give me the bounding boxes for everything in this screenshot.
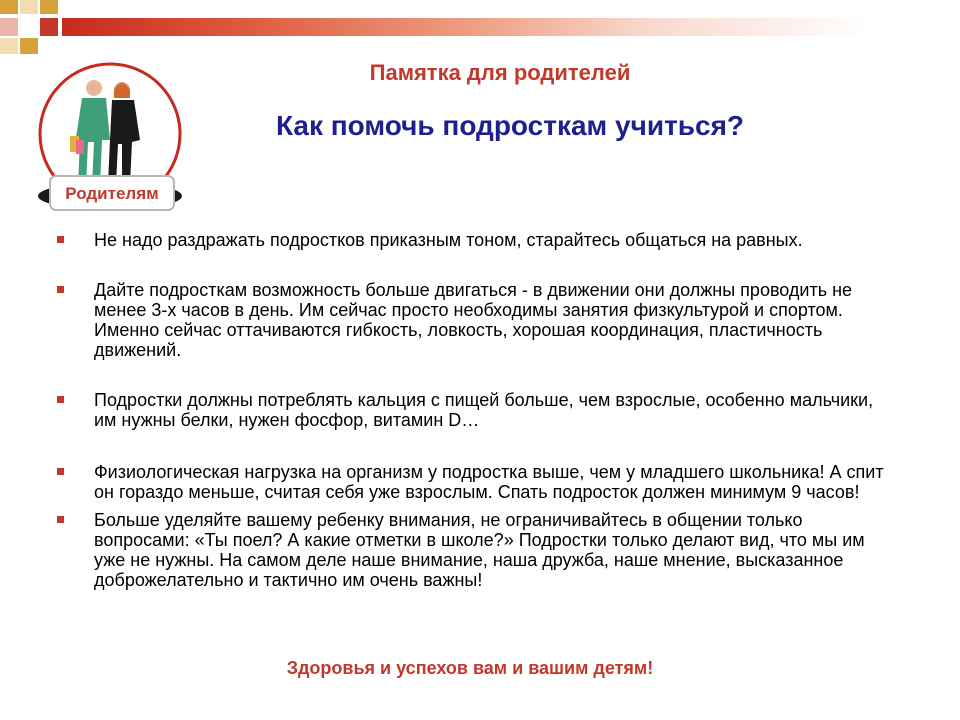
memo-title: Памятка для родителей — [369, 60, 631, 85]
list-item — [54, 510, 884, 590]
bullet-square-icon — [57, 396, 64, 403]
list-item — [54, 390, 884, 430]
decor-square — [0, 18, 18, 36]
decor-square — [20, 0, 38, 14]
shopping-bag-icon — [76, 140, 84, 154]
list-item-text: Дайте подросткам возможность больше двигаться - в движении они должны проводить не менее 3-х часов в день. Им сейчас просто необходимы занятия физкультурой и спортом. Именно сейчас оттачиваются гибкость, ловкость, хорошая координация, пластичность движений. — [94, 280, 853, 360]
list-item — [54, 280, 884, 360]
header-gradient-bar — [62, 18, 960, 36]
list-item-text: Подростки должны потреблять кальция с пищей больше, чем взрослые, особенно мальчики, им нужны белки, нужен фосфор, витамин D… — [94, 390, 874, 430]
decor-square — [40, 0, 58, 14]
bullet-square-icon — [57, 236, 64, 243]
decor-square — [40, 18, 58, 36]
list-item-text: Не надо раздражать подростков приказным тоном, старайтесь общаться на равных. — [94, 230, 803, 250]
bullet-square-icon — [57, 468, 64, 475]
decor-square — [0, 38, 18, 54]
logo-label: Родителям — [65, 184, 159, 203]
decor-square — [20, 38, 38, 54]
list-item-text: Больше уделяйте вашему ребенку внимания, не ограничивайтесь в общении только вопросами: «Ты поел? А какие отметки в школе?» Подростки только делают вид, что мы им уже не нужны. На самом деле наше внимание, наша дружба, наше мнение, высказанное доброжелательно и тактично им очень важны! — [94, 510, 865, 590]
decor-square — [0, 0, 18, 14]
advice-list — [54, 230, 884, 590]
closing-wish: Здоровья и успехов вам и вашим детям! — [286, 658, 654, 678]
decor-square — [20, 18, 38, 36]
bullet-square-icon — [57, 516, 64, 523]
list-item — [54, 230, 884, 250]
page-title: Как помочь подросткам учиться? — [275, 110, 745, 141]
parents-logo — [30, 58, 200, 228]
list-item — [54, 462, 884, 502]
list-item-text: Физиологическая нагрузка на организм у подростка выше, чем у младшего школьника! А спит он гораздо меньше, считая себя уже взрослым. Спать подросток должен минимум 9 часов! — [94, 462, 884, 502]
bullet-square-icon — [57, 286, 64, 293]
